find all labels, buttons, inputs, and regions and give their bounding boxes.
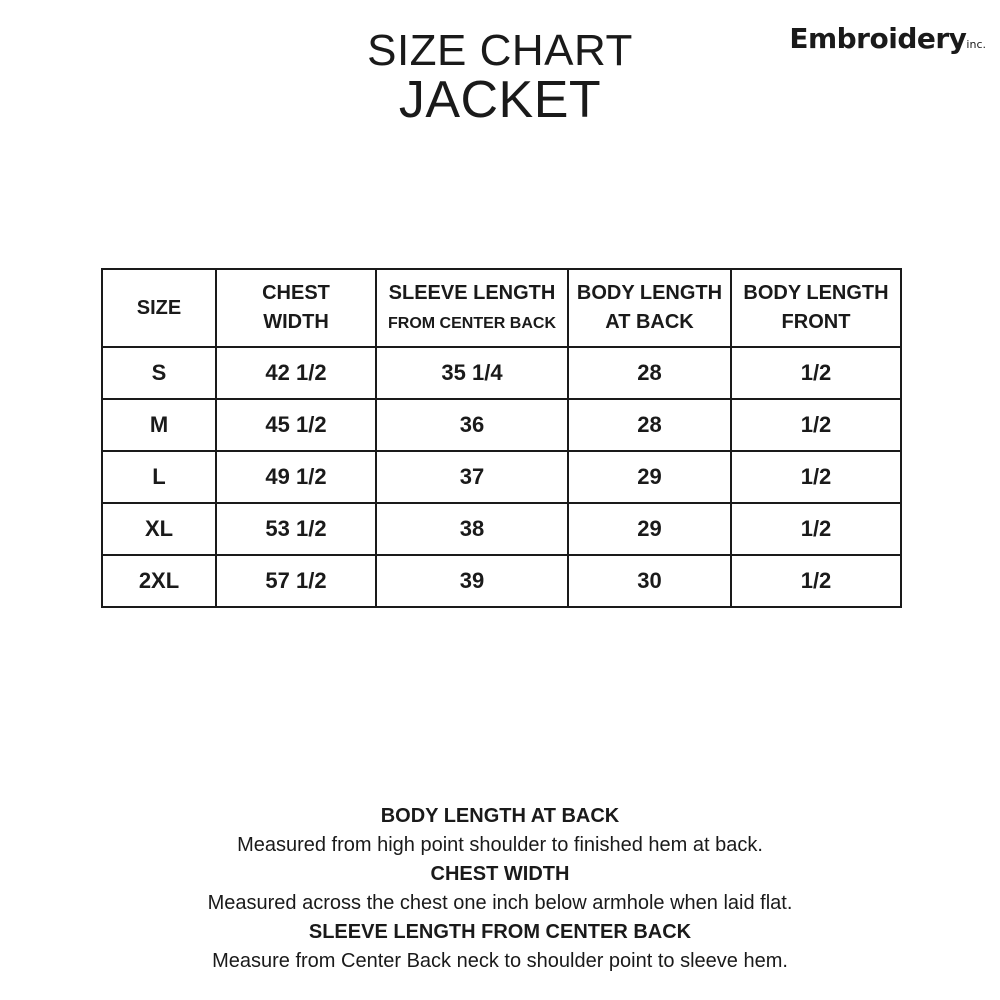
logo-text: Embroidery [789,22,967,55]
note-text-sleeve-length: Measure from Center Back neck to shoulder point to sleeve hem. [212,950,788,972]
header-front-line1: BODY LENGTH [743,282,889,304]
cell-body-length-front: 1/2 [731,399,901,451]
cell-size: XL [102,503,216,555]
table-header-row [102,269,901,347]
cell-body-length-back: 28 [568,399,731,451]
cell-body-length-back: 28 [568,347,731,399]
cell-sleeve-length: 38 [376,503,568,555]
note-heading-sleeve-length: SLEEVE LENGTH FROM CENTER BACK [308,921,692,943]
header-sleeve-line2: FROM CENTER BACK [388,314,556,332]
table-row [102,399,901,451]
cell-body-length-front: 1/2 [731,555,901,607]
brand-logo [789,22,986,55]
table-row [102,451,901,503]
note-heading-body-length: BODY LENGTH AT BACK [380,805,620,827]
header-front-line2: FRONT [781,311,851,333]
table-row [102,347,901,399]
logo-suffix: inc. [966,38,986,51]
cell-sleeve-length: 39 [376,555,568,607]
cell-chest-width: 53 1/2 [216,503,376,555]
cell-size: S [102,347,216,399]
cell-body-length-back: 29 [568,503,731,555]
title-line-1: SIZE CHART [367,26,633,75]
note-text-chest-width: Measured across the chest one inch below armhole when laid flat. [207,892,793,914]
size-chart-table [101,268,902,608]
header-sleeve-line1: SLEEVE LENGTH [388,281,556,304]
table-row [102,555,901,607]
note-heading-chest-width: CHEST WIDTH [430,863,570,885]
cell-chest-width: 49 1/2 [216,451,376,503]
header-sleeve-length [376,269,568,347]
cell-body-length-back: 29 [568,451,731,503]
cell-body-length-front: 1/2 [731,503,901,555]
cell-body-length-back: 30 [568,555,731,607]
cell-chest-width: 42 1/2 [216,347,376,399]
header-chest-width [216,269,376,347]
cell-body-length-front: 1/2 [731,451,901,503]
header-chest-line2: WIDTH [263,311,329,333]
header-chest-line1: CHEST [262,282,330,304]
header-back-line2: AT BACK [605,311,694,333]
cell-size: 2XL [102,555,216,607]
cell-size: L [102,451,216,503]
cell-sleeve-length: 37 [376,451,568,503]
cell-body-length-front: 1/2 [731,347,901,399]
cell-sleeve-length: 36 [376,399,568,451]
header-body-length-back [568,269,731,347]
measurement-notes [0,802,1000,976]
header-size-label: SIZE [136,296,182,319]
table-row [102,503,901,555]
title-line-2: JACKET [398,71,602,129]
cell-chest-width: 45 1/2 [216,399,376,451]
cell-sleeve-length: 35 1/4 [376,347,568,399]
cell-size: M [102,399,216,451]
note-text-body-length: Measured from high point shoulder to finished hem at back. [237,834,763,856]
header-back-line1: BODY LENGTH [576,282,723,304]
cell-chest-width: 57 1/2 [216,555,376,607]
header-size [102,269,216,347]
header-body-length-front [731,269,901,347]
